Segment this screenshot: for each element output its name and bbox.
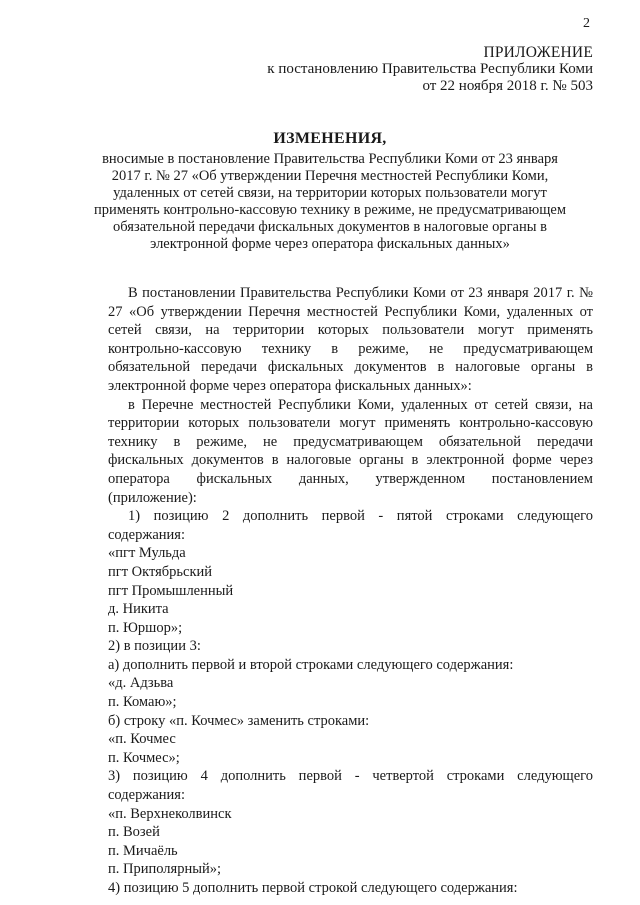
item-2b: б) строку «п. Кочмес» заменить строками: bbox=[108, 712, 370, 729]
appendix-block bbox=[267, 44, 593, 95]
list-item: п. Кочмес»; bbox=[108, 749, 180, 766]
list-item: «п. Кочмес bbox=[108, 731, 176, 748]
item-1: 1) позицию 2 дополнить первой - пятой строками следующего содержания: bbox=[108, 508, 593, 543]
subtitle-line: удаленных от сетей связи, на территории которых пользователи могут bbox=[113, 185, 547, 201]
list-item: пгт Октябрьский bbox=[108, 563, 213, 580]
list-item: п. Юршор»; bbox=[108, 619, 183, 636]
appendix-line-2: от 22 ноября 2018 г. № 503 bbox=[422, 78, 593, 94]
subtitle-line: 2017 г. № 27 «Об утверждении Перечня местностей Республики Коми, bbox=[111, 168, 549, 184]
list-item: п. Комаю»; bbox=[108, 694, 177, 711]
list-item: п. Возей bbox=[108, 824, 160, 841]
body-text bbox=[108, 284, 593, 898]
list-item: п. Мичаёль bbox=[108, 842, 178, 859]
appendix-line-1: к постановлению Правительства Республики Коми bbox=[267, 61, 593, 77]
list-item: п. Приполярный»; bbox=[108, 861, 222, 878]
subtitle-line: вносимые в постановление Правительства Республики Коми от 23 января bbox=[102, 151, 558, 167]
changes-title: ИЗМЕНЕНИЯ, bbox=[273, 130, 387, 147]
list-item: «д. Адзьва bbox=[108, 675, 174, 692]
subtitle-line: электронной форме через оператора фискальных данных» bbox=[150, 236, 510, 252]
list-item: «пгт Мульда bbox=[108, 545, 186, 562]
paragraph-intro: В постановлении Правительства Республики Коми от 23 января 2017 г. № 27 «Об утверждении Перечня местностей Республики Коми, удаленных от сетей связи, на территории которых пользователи могут применять контрольно-кассовую технику в режиме, не предусматривающем обязательной передачи фискальных документов в налоговые органы в электронной форме через оператора фискальных данных»: bbox=[108, 285, 593, 394]
subtitle-line: обязательной передачи фискальных документов в налоговые органы в bbox=[113, 219, 547, 235]
item-3: 3) позицию 4 дополнить первой - четвертой строками следующего содержания: bbox=[108, 768, 593, 804]
changes-subtitle bbox=[70, 151, 590, 253]
page-number: 2 bbox=[583, 16, 590, 31]
list-item: пгт Промышленный bbox=[108, 582, 234, 599]
paragraph-list-intro: в Перечне местностей Республики Коми, удаленных от сетей связи, на территории которых пользователи могут применять контрольно-кассовую технику в режиме, не предусматривающем обязательной передачи фискальных документов в налоговые органы в электронной форме через оператора фискальных данных, утвержденном постановлением (приложение): bbox=[108, 396, 593, 506]
item-4: 4) позицию 5 дополнить первой строкой следующего содержания: bbox=[108, 880, 518, 896]
changes-header bbox=[70, 130, 590, 253]
item-2a: а) дополнить первой и второй строками следующего содержания: bbox=[108, 656, 514, 673]
subtitle-line: применять контрольно-кассовую технику в режиме, не предусматривающем bbox=[93, 202, 566, 218]
list-item: «п. Верхнеколвинск bbox=[108, 805, 232, 822]
item-2: 2) в позиции 3: bbox=[108, 638, 201, 655]
list-item: д. Никита bbox=[108, 601, 169, 618]
appendix-title: ПРИЛОЖЕНИЕ bbox=[483, 44, 593, 61]
